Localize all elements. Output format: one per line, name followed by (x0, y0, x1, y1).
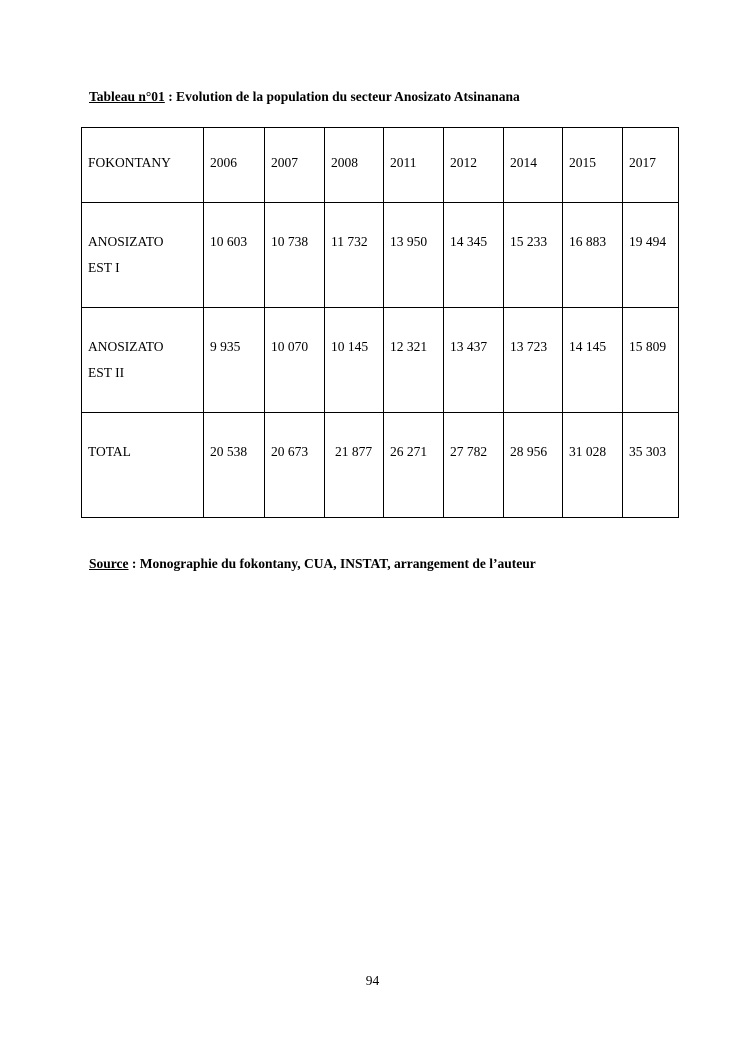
fokontany-name-line1: ANOSIZATO (88, 339, 164, 354)
value-cell: 10 145 (325, 308, 384, 413)
header-cell: 2015 (563, 128, 623, 203)
source-note (89, 556, 536, 572)
value-cell: 20 673 (265, 413, 325, 518)
fokontany-name-line2: EST I (88, 260, 120, 275)
table-row-total (82, 413, 679, 518)
header-cell: 2007 (265, 128, 325, 203)
table-row (82, 308, 679, 413)
value-cell: 31 028 (563, 413, 623, 518)
value-cell: 10 070 (265, 308, 325, 413)
value-cell: 11 732 (325, 203, 384, 308)
value-cell: 20 538 (204, 413, 265, 518)
header-cell: 2012 (444, 128, 504, 203)
value-cell: 35 303 (623, 413, 679, 518)
value-cell: 10 603 (204, 203, 265, 308)
fokontany-cell (82, 413, 204, 518)
header-cell: 2006 (204, 128, 265, 203)
value-cell: 28 956 (504, 413, 563, 518)
header-cell: 2008 (325, 128, 384, 203)
population-table (81, 127, 679, 518)
value-cell: 14 345 (444, 203, 504, 308)
header-cell: 2014 (504, 128, 563, 203)
source-text: : Monographie du fokontany, CUA, INSTAT, arrangement de l’auteur (128, 556, 536, 571)
value-cell: 21 877 (325, 413, 384, 518)
fokontany-name-line1: ANOSIZATO (88, 234, 164, 249)
header-cell: 2011 (384, 128, 444, 203)
value-cell: 26 271 (384, 413, 444, 518)
table-caption-text: : Evolution de la population du secteur Anosizato Atsinanana (164, 89, 520, 104)
value-cell: 19 494 (623, 203, 679, 308)
table-row (82, 203, 679, 308)
source-label: Source (89, 556, 129, 571)
fokontany-cell (82, 308, 204, 413)
header-cell: 2017 (623, 128, 679, 203)
value-cell: 13 950 (384, 203, 444, 308)
value-cell: 12 321 (384, 308, 444, 413)
value-cell: 13 723 (504, 308, 563, 413)
value-cell: 15 233 (504, 203, 563, 308)
fokontany-name-line2: EST II (88, 365, 125, 380)
value-cell: 15 809 (623, 308, 679, 413)
value-cell: 27 782 (444, 413, 504, 518)
page-number: 94 (365, 973, 380, 988)
value-cell: 14 145 (563, 308, 623, 413)
value-cell: 13 437 (444, 308, 504, 413)
table-header-row (82, 128, 679, 203)
table-caption-label: Tableau n°01 (89, 89, 165, 104)
value-cell: 9 935 (204, 308, 265, 413)
table-caption (89, 89, 520, 105)
header-cell: FOKONTANY (82, 128, 204, 203)
fokontany-cell (82, 203, 204, 308)
value-cell: 16 883 (563, 203, 623, 308)
value-cell: 10 738 (265, 203, 325, 308)
fokontany-name-line1: TOTAL (88, 444, 131, 459)
